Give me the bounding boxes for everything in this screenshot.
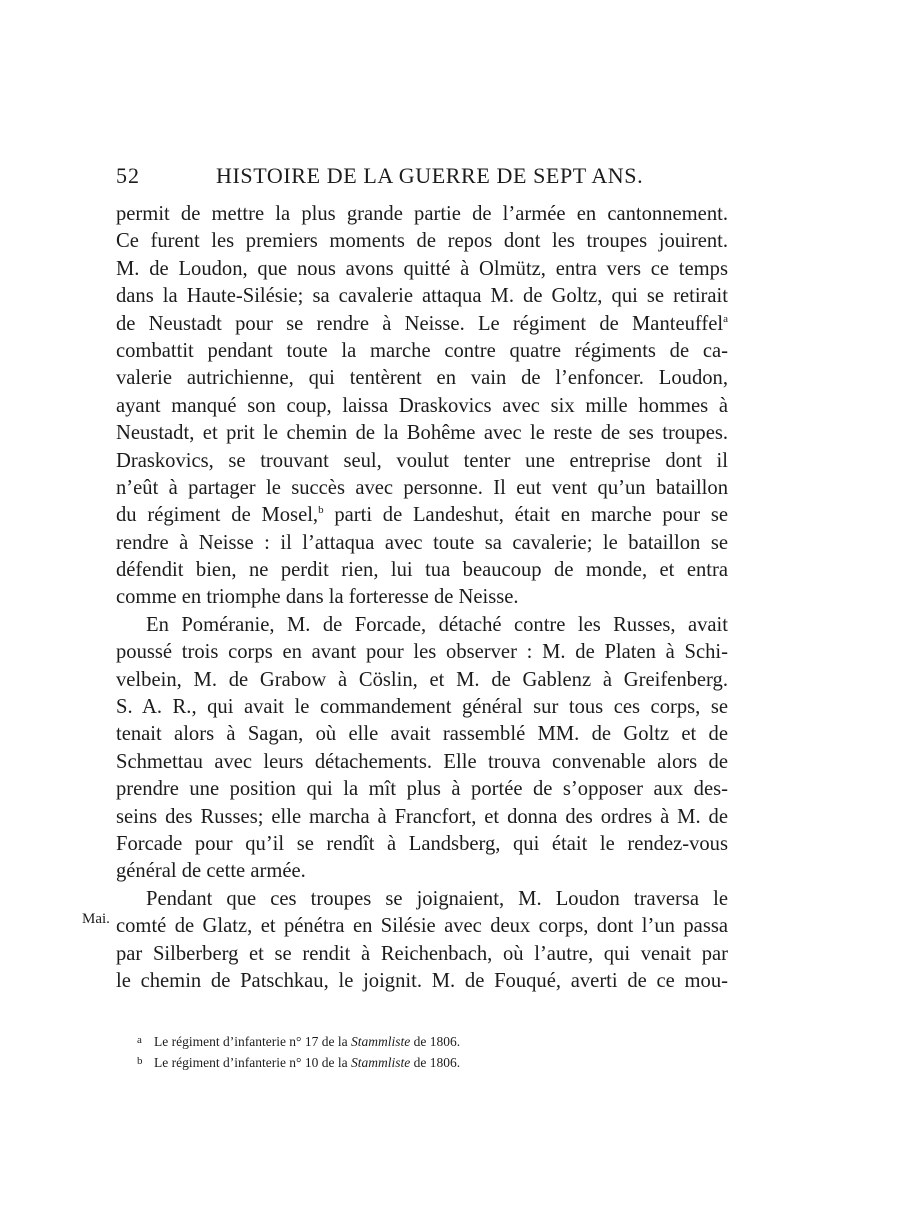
text-line: seins des Russes; elle marcha à Francfort, et donna des ordres à M. de <box>116 805 728 828</box>
text-line: Schmettau avec leurs détachements. Elle trouva convenable alors de <box>116 750 728 773</box>
footnote-mark: b <box>137 1054 143 1067</box>
text-line: dans la Haute-Silésie; sa cavalerie attaqua M. de Goltz, qui se retirait <box>116 285 728 308</box>
text-line-part: parti de Landeshut, était en marche pour se <box>323 504 728 527</box>
paragraph-start-line: Pendant que ces troupes se joignaient, M. Loudon traversa le <box>146 887 728 910</box>
footnote-text: Le régiment d’infanterie n° 10 de la <box>154 1054 351 1070</box>
text-line: velbein, M. de Grabow à Cöslin, et M. de Gablenz à Greifenberg. <box>116 668 728 691</box>
text-line <box>116 502 728 529</box>
text-line: comté de Glatz, et pénétra en Silésie avec deux corps, dont l’un passa <box>116 915 728 938</box>
footnote-text: de 1806. <box>410 1034 461 1049</box>
text-line: combattit pendant toute la marche contre quatre régiments de ca- <box>116 339 728 362</box>
page-number: 52 <box>116 163 140 188</box>
text-line: ayant manqué son coup, laissa Draskovics avec six mille hommes à <box>116 394 728 417</box>
paragraph-end-line: comme en triomphe dans la forteresse de Neisse. <box>116 586 519 609</box>
footnote-text: de 1806. <box>410 1054 461 1070</box>
footnote-a <box>137 1031 637 1052</box>
footnote-italic-title: Stammliste <box>350 1054 411 1070</box>
text-line: le chemin de Patschkau, le joignit. M. de Fouqué, averti de ce mou- <box>116 969 728 992</box>
text-line: permit de mettre la plus grande partie de l’armée en cantonnement. <box>116 203 728 225</box>
text-line: Draskovics, se trouvant seul, voulut tenter une entreprise dont il <box>116 449 728 472</box>
text-line: Ce furent les premiers moments de repos dont les troupes jouirent. <box>116 230 728 253</box>
text-line: Neustadt, et prit le chemin de la Bohême avec le reste de ses troupes. <box>116 422 728 445</box>
text-line: S. A. R., qui avait le commandement général sur tous ces corps, se <box>116 696 728 719</box>
text-line: défendit bien, ne perdit rien, lui tua beaucoup de monde, et entra <box>116 559 728 582</box>
footnote-mark: a <box>137 1034 142 1046</box>
text-line-part: de Neustadt pour se rendre à Neisse. Le régiment de Manteuffel <box>116 312 724 335</box>
text-line: rendre à Neisse : il l’attaqua avec toute sa cavalerie; le bataillon se <box>116 531 728 554</box>
footnote-italic-title: Stammliste <box>350 1034 411 1049</box>
text-line <box>116 311 728 338</box>
text-line: Forcade pour qu’il se rendît à Landsberg, qui était le rendez-vous <box>116 832 728 855</box>
text-line: poussé trois corps en avant pour les observer : M. de Platen à Schi- <box>116 641 728 664</box>
footnote-b <box>137 1052 637 1073</box>
paragraph-end-line: général de cette armée. <box>116 860 306 883</box>
footnote-ref-a: a <box>723 312 728 325</box>
text-line: prendre une position qui la mît plus à portée de s’opposer aux des- <box>116 778 728 801</box>
footnotes <box>137 1031 637 1072</box>
margin-note: Mai. <box>82 911 110 927</box>
text-line-part: du régiment de Mosel, <box>116 504 319 527</box>
text-line: n’eût à partager le succès avec personne. Il eut vent qu’un bataillon <box>116 476 728 499</box>
paragraph-start-line: En Poméranie, M. de Forcade, détaché contre les Russes, avait <box>146 613 728 636</box>
text-line: valerie autrichienne, qui tentèrent en vain de l’enfoncer. Loudon, <box>116 367 728 390</box>
footnote-text: Le régiment d’infanterie n° 17 de la <box>154 1034 351 1049</box>
body-text <box>116 201 728 995</box>
text-line: tenait alors à Sagan, où elle avait rassemblé MM. de Goltz et de <box>116 723 728 746</box>
text-line: M. de Loudon, que nous avons quitté à Olmütz, entra vers ce temps <box>116 257 728 280</box>
running-title: HISTOIRE DE LA GUERRE DE SEPT ANS. <box>216 163 644 188</box>
text-line: par Silberberg et se rendit à Reichenbach, où l’autre, qui venait par <box>116 942 728 965</box>
footnote-ref-b: b <box>318 504 324 517</box>
